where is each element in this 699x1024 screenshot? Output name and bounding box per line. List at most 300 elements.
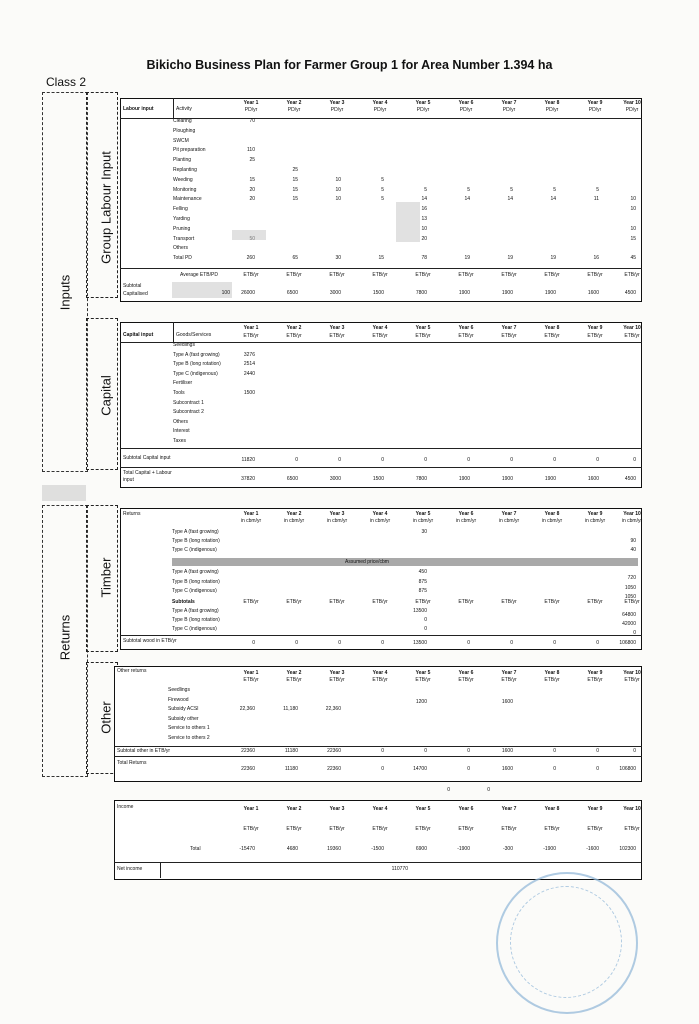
other-subtotal-y3: 22360 <box>327 748 341 754</box>
other-total-y10: 106800 <box>619 766 636 772</box>
labour-row-9-y1: 20 <box>249 196 255 203</box>
labour-subtotal-y1: 26000 <box>241 290 255 296</box>
other-year-9: Year 9 <box>587 670 603 676</box>
income-total-y3: 19360 <box>327 846 341 852</box>
labour-row-9-y5: 14 <box>421 196 427 203</box>
labour-row-8-y9: 5 <box>596 186 599 193</box>
labour-unit-3: PD/yr <box>330 107 344 113</box>
labour-row-15-y4: 15 <box>378 255 384 262</box>
other-unit-9: ETB/yr <box>587 677 603 683</box>
labour-unit-10: PD/yr <box>625 107 639 113</box>
capital-item-6-value: 1500 <box>243 390 255 396</box>
income-unit-1: ETB/yr <box>243 826 259 832</box>
capital-item-2-value: 3276 <box>243 351 255 358</box>
other-unit-3: ETB/yr <box>329 677 345 683</box>
timber-label: Timber <box>98 557 114 598</box>
other-year-6: Year 6 <box>458 670 474 676</box>
other-item-2: Firewood <box>168 696 189 703</box>
labour-row-15-y2: 65 <box>292 255 298 262</box>
labour-activity-5: Planting <box>173 157 192 164</box>
price-type-2-y5: 875 <box>418 578 427 585</box>
labour-subtotal-y10: 4500 <box>624 290 636 296</box>
timber-etb-unit-2: ETB/yr <box>286 599 302 605</box>
timber-unit-10: in cbm/yr <box>621 518 643 524</box>
avg-etb-value: 100 <box>221 290 230 296</box>
labour-row-15-y8: 19 <box>550 255 556 262</box>
other-total-y1: 22360 <box>241 766 255 772</box>
page-title: Bikicho Business Plan for Farmer Group 1 for Area Number 1.394 ha <box>146 58 553 72</box>
other-unit-7: ETB/yr <box>501 677 517 683</box>
income-year-8: Year 8 <box>544 806 560 812</box>
wood-subtotal-y1: 0 <box>252 640 255 646</box>
timber-year-4: Year 4 <box>372 511 388 517</box>
other-year-2: Year 2 <box>286 670 302 676</box>
labour-subtotal-y8: 1900 <box>544 290 556 296</box>
capital-year-1: Year 1 <box>243 325 259 331</box>
capital-label: Capital <box>98 375 114 416</box>
wood-subtotal-y6: 0 <box>467 640 470 646</box>
income-total-y9: -1600 <box>586 846 599 852</box>
income-year-10: Year 10 <box>623 806 641 812</box>
income-year-7: Year 7 <box>501 806 517 812</box>
labour-row-9-y2: 15 <box>292 196 298 203</box>
capital-year-10: Year 10 <box>623 325 641 331</box>
labour-year-4: Year 4 <box>372 100 388 106</box>
other-unit-6: ETB/yr <box>458 677 474 683</box>
capital-item-11: Taxes <box>173 438 187 444</box>
timber-etb-unit-10: ETB/yr <box>624 599 640 605</box>
labour-row-13-y10: 15 <box>630 235 636 242</box>
other-item-4: Subsidy other <box>168 715 199 722</box>
labour-unit-1: PD/yr <box>244 107 258 113</box>
other-year-3: Year 3 <box>329 670 345 676</box>
income-unit-5: ETB/yr <box>415 826 431 832</box>
timber-year-10: Year 10 <box>623 511 641 517</box>
capital-total-y8: 1900 <box>544 476 556 482</box>
subtotal-type-3-y10: 0 <box>633 630 636 636</box>
timber-year-6: Year 6 <box>458 511 474 517</box>
capital-subtotal-y10: 0 <box>633 457 636 463</box>
labour-row-8-y3: 10 <box>335 186 341 193</box>
other-unit-5: ETB/yr <box>415 677 431 683</box>
wood-subtotal-y10: 106800 <box>619 640 636 646</box>
income-year-3: Year 3 <box>329 806 345 812</box>
capital-item-4-value: 2440 <box>243 370 255 377</box>
timber-unit-1: in cbm/yr <box>240 518 262 524</box>
other-total-y5: 14700 <box>413 766 427 772</box>
other-item-6: Service to others 2 <box>168 734 210 741</box>
timber-etb-unit-7: ETB/yr <box>501 599 517 605</box>
timber-etb-unit-9: ETB/yr <box>587 599 603 605</box>
labour-row-9-y8: 14 <box>550 196 556 203</box>
labour-etb-unit-8: ETB/yr <box>544 272 560 278</box>
labour-year-2: Year 2 <box>286 100 302 106</box>
timber-etb-unit-8: ETB/yr <box>544 599 560 605</box>
capital-subtotal-y3: 0 <box>338 457 341 463</box>
capital-unit-1: ETB/yr <box>243 333 259 339</box>
labour-year-8: Year 8 <box>544 100 560 106</box>
labour-activity-10: Felling <box>173 206 188 213</box>
labour-row-6-y2: 25 <box>292 167 298 173</box>
capital-year-2: Year 2 <box>286 325 302 331</box>
income-unit-4: ETB/yr <box>372 826 388 832</box>
labour-row-15-y1: 260 <box>246 255 255 262</box>
labour-etb-unit-3: ETB/yr <box>329 272 345 278</box>
timber-year-1: Year 1 <box>243 511 259 517</box>
net-income-label: Net income <box>117 866 143 872</box>
capital-total-y4: 1500 <box>372 476 384 482</box>
labour-activity-13: Transport <box>173 235 195 242</box>
income-total-y8: -1900 <box>543 846 556 852</box>
labour-activity-8: Monitoring <box>173 186 197 193</box>
other-total-y4: 0 <box>381 766 384 772</box>
labour-row-15-y3: 30 <box>335 255 341 262</box>
assumed-price-label: Assumed price/cbm <box>345 559 389 565</box>
capital-year-9: Year 9 <box>587 325 603 331</box>
labour-activity-9: Maintenance <box>173 196 202 203</box>
income-total-y10: 102300 <box>619 846 636 852</box>
labour-row-8-y4: 5 <box>381 186 384 193</box>
other-subtotal-y2: 11180 <box>284 748 298 754</box>
timber-etb-unit-6: ETB/yr <box>458 599 474 605</box>
capital-year-5: Year 5 <box>415 325 431 331</box>
income-year-1: Year 1 <box>243 806 259 812</box>
timber-type-2-y10: 90 <box>630 538 636 544</box>
other-item-2-y5: 1200 <box>415 698 427 705</box>
capital-item-4: Type C (indigenous) <box>173 370 218 377</box>
price-type-3: Type C (indigenous) <box>172 588 217 594</box>
subtotal-type-2-y5: 0 <box>424 617 427 623</box>
labour-unit-9: PD/yr <box>588 107 602 113</box>
labour-activity-1: Clearing <box>173 118 192 124</box>
income-total-y1: -15470 <box>239 846 255 852</box>
labour-unit-7: PD/yr <box>502 107 516 113</box>
other-head: Other returns <box>117 668 147 674</box>
group-labour-label: Group Labour Input <box>98 151 114 264</box>
labour-row-5-y1: 25 <box>249 157 255 164</box>
labour-activity-3: SWCM <box>173 137 189 144</box>
class-label: Class 2 <box>46 75 87 89</box>
other-subtotal-y7: 1600 <box>501 748 513 754</box>
timber-head: Returns <box>123 511 141 517</box>
other-subtotal-y5: 0 <box>424 748 427 754</box>
labour-etb-unit-9: ETB/yr <box>587 272 603 278</box>
income-year-6: Year 6 <box>458 806 474 812</box>
other-year-7: Year 7 <box>501 670 517 676</box>
capital-total-label: Total Capital + Labour input <box>123 470 172 483</box>
timber-year-7: Year 7 <box>501 511 517 517</box>
capital-unit-3: ETB/yr <box>329 333 345 339</box>
wood-subtotal-y8: 0 <box>553 640 556 646</box>
timber-year-8: Year 8 <box>544 511 560 517</box>
price-type-3-y10: 1050 <box>624 594 636 600</box>
capital-item-10: Interest <box>173 428 190 435</box>
timber-year-3: Year 3 <box>329 511 345 517</box>
other-year-1: Year 1 <box>243 670 259 676</box>
other-subtotal-y8: 0 <box>553 748 556 754</box>
income-total-y2: 4680 <box>286 846 298 852</box>
labour-row-15-y10: 45 <box>630 255 636 262</box>
labour-row-9-y9: 11 <box>593 196 599 203</box>
other-unit-2: ETB/yr <box>286 677 302 683</box>
labour-row-9-y4: 5 <box>381 196 384 203</box>
labour-etb-unit-10: ETB/yr <box>624 272 640 278</box>
labour-activity-4: Pit preparation <box>173 147 206 154</box>
capital-item-3: Type B (long rotation) <box>173 361 221 368</box>
price-type-1-y5: 450 <box>418 569 427 575</box>
capital-subtotal-y2: 0 <box>295 457 298 463</box>
other-total-y7: 1600 <box>501 766 513 772</box>
price-type-1-y10: 720 <box>627 575 636 581</box>
other-year-10: Year 10 <box>623 670 641 676</box>
labour-etb-unit-6: ETB/yr <box>458 272 474 278</box>
goods-head: Goods/Services <box>176 332 212 338</box>
labour-row-11-y5: 13 <box>421 216 427 222</box>
official-stamp <box>496 872 638 1014</box>
other-total-y2: 11180 <box>284 766 298 772</box>
labour-row-7-y1: 15 <box>249 176 255 183</box>
price-type-2: Type B (long rotation) <box>172 578 220 585</box>
timber-unit-4: in cbm/yr <box>369 518 391 524</box>
labour-year-5: Year 5 <box>415 100 431 106</box>
capital-subtotal-y8: 0 <box>553 457 556 463</box>
labour-row-1-y1: 70 <box>249 118 255 124</box>
labour-row-15-y9: 16 <box>593 255 599 262</box>
net-income-value: 110770 <box>391 866 408 872</box>
timber-unit-3: in cbm/yr <box>326 518 348 524</box>
other-item-2-y7: 1600 <box>501 698 513 705</box>
capital-unit-9: ETB/yr <box>587 333 603 339</box>
income-year-9: Year 9 <box>587 806 603 812</box>
other-total-y3: 22360 <box>327 766 341 772</box>
income-head: Income <box>117 804 134 810</box>
other-table <box>114 666 642 782</box>
capital-total-y10: 4500 <box>624 476 636 482</box>
other-total-y6: 0 <box>467 766 470 772</box>
capital-total-y7: 1900 <box>501 476 513 482</box>
other-subtotal-y9: 0 <box>596 748 599 754</box>
capital-head: Capital input <box>123 332 154 338</box>
labour-activity-14: Others <box>173 245 189 252</box>
labour-etb-unit-2: ETB/yr <box>286 272 302 278</box>
subtotal-type-2-y10: 42000 <box>622 621 636 627</box>
labour-subtotal-label: Subtotal <box>123 283 142 289</box>
income-year-5: Year 5 <box>415 806 431 812</box>
income-unit-9: ETB/yr <box>587 826 603 832</box>
capital-total-y2: 6500 <box>286 476 298 482</box>
labour-row-9-y7: 14 <box>507 196 513 203</box>
labour-activity-11: Yarding <box>173 216 190 222</box>
labour-subtotal-y7: 1900 <box>501 290 513 296</box>
below-value-1: 0 <box>447 787 450 793</box>
timber-type-3-y10: 40 <box>630 547 636 553</box>
labour-row-9-y6: 14 <box>464 196 470 203</box>
wood-subtotal-y3: 0 <box>338 640 341 646</box>
timber-unit-7: in cbm/yr <box>498 518 520 524</box>
subtotal-wood-label: Subtotal wood in ETB/yr <box>123 638 177 644</box>
other-year-4: Year 4 <box>372 670 388 676</box>
wood-subtotal-y9: 0 <box>596 640 599 646</box>
labour-subtotal-y5: 7800 <box>415 290 427 296</box>
income-unit-3: ETB/yr <box>329 826 345 832</box>
labour-activity-2: Ploughing <box>173 127 196 134</box>
labour-year-6: Year 6 <box>458 100 474 106</box>
subtotal-type-2: Type B (long rotation) <box>172 617 220 623</box>
other-subtotal-label: Subtotal other in ETB/yr <box>117 748 171 754</box>
labour-row-8-y2: 15 <box>292 186 298 193</box>
timber-etb-unit-5: ETB/yr <box>415 599 431 605</box>
inputs-label: Inputs <box>57 274 73 311</box>
capital-unit-4: ETB/yr <box>372 333 388 339</box>
income-unit-10: ETB/yr <box>624 826 640 832</box>
labour-head: Labour input <box>123 106 154 112</box>
other-year-8: Year 8 <box>544 670 560 676</box>
below-value-2: 0 <box>487 787 490 793</box>
other-total-y8: 0 <box>553 766 556 772</box>
labour-etb-unit-1: ETB/yr <box>243 272 259 278</box>
income-total-y7: -300 <box>502 846 513 852</box>
labour-unit-5: PD/yr <box>416 107 430 113</box>
capital-year-7: Year 7 <box>501 325 517 331</box>
capital-total-y3: 3000 <box>329 476 341 482</box>
subtotal-type-1-y10: 64800 <box>622 612 636 618</box>
labour-row-10-y10: 10 <box>630 206 636 213</box>
other-item-5: Service to others 1 <box>168 725 210 731</box>
other-item-1: Seedlings <box>168 687 190 693</box>
subtotal-type-1-y5: 13500 <box>413 608 427 614</box>
timber-type-1: Type A (fast growing) <box>172 529 219 535</box>
subtotal-type-1: Type A (fast growing) <box>172 608 219 614</box>
labour-row-9-y3: 10 <box>335 196 341 203</box>
activity-head: Activity <box>176 106 192 112</box>
other-unit-8: ETB/yr <box>544 677 560 683</box>
other-item-3-y1: 22,360 <box>239 706 255 712</box>
labour-row-12-y5: 10 <box>421 225 427 232</box>
labour-row-9-y10: 10 <box>630 196 636 203</box>
income-unit-2: ETB/yr <box>286 826 302 832</box>
capital-subtotal-y5: 0 <box>424 457 427 463</box>
timber-unit-2: in cbm/yr <box>283 518 305 524</box>
labour-row-12-y10: 10 <box>630 225 636 232</box>
capital-unit-8: ETB/yr <box>544 333 560 339</box>
capital-total-y9: 1600 <box>587 476 599 482</box>
avg-etb-label: Average ETB/PD <box>180 272 218 278</box>
labour-activity-15: Total PD <box>173 255 192 262</box>
capital-item-6: Tools <box>173 390 185 396</box>
labour-subtotal-y3: 3000 <box>329 290 341 296</box>
capital-item-7: Subcontract 1 <box>173 399 204 406</box>
labour-unit-2: PD/yr <box>287 107 301 113</box>
timber-unit-9: in cbm/yr <box>584 518 606 524</box>
wood-subtotal-y5: 13500 <box>413 640 427 646</box>
capital-year-4: Year 4 <box>372 325 388 331</box>
labour-year-10: Year 10 <box>623 100 641 106</box>
capital-year-3: Year 3 <box>329 325 345 331</box>
labour-row-7-y4: 5 <box>381 176 384 183</box>
capital-item-1: Seedlings <box>173 342 195 348</box>
labour-row-15-y7: 19 <box>507 255 513 262</box>
capital-item-8: Subcontract 2 <box>173 409 204 416</box>
capital-unit-7: ETB/yr <box>501 333 517 339</box>
capital-unit-5: ETB/yr <box>415 333 431 339</box>
labour-row-7-y3: 10 <box>335 176 341 183</box>
other-subtotal-y10: 0 <box>633 748 636 754</box>
capital-subtotal-label: Subtotal Capital input <box>123 455 171 461</box>
other-year-5: Year 5 <box>415 670 431 676</box>
labour-subtotal-y6: 1900 <box>458 290 470 296</box>
other-label: Other <box>98 701 114 734</box>
income-year-4: Year 4 <box>372 806 388 812</box>
capital-item-2: Type A (fast growing) <box>173 351 220 358</box>
labour-row-8-y8: 5 <box>553 186 556 193</box>
price-type-1: Type A (fast growing) <box>172 569 219 575</box>
labour-row-10-y5: 16 <box>421 206 427 213</box>
price-type-3-y5: 875 <box>418 588 427 594</box>
labour-row-7-y2: 15 <box>292 176 298 183</box>
labour-year-3: Year 3 <box>329 100 345 106</box>
other-unit-10: ETB/yr <box>624 677 640 683</box>
income-total-y4: -1500 <box>371 846 384 852</box>
wood-subtotal-y7: 0 <box>510 640 513 646</box>
labour-subtotal-y4: 1500 <box>372 290 384 296</box>
labour-unit-8: PD/yr <box>545 107 559 113</box>
timber-etb-unit-1: ETB/yr <box>243 599 259 605</box>
labour-row-8-y6: 5 <box>467 186 470 193</box>
labour-row-15-y5: 78 <box>421 255 427 262</box>
subtotal-type-3: Type C (indigenous) <box>172 626 217 632</box>
timber-type-2: Type B (long rotation) <box>172 538 220 544</box>
subtotal-type-3-y5: 0 <box>424 626 427 632</box>
labour-row-8-y5: 5 <box>424 186 427 193</box>
labour-row-4-y1: 110 <box>247 147 255 154</box>
other-total-label: Total Returns <box>117 760 147 766</box>
labour-activity-7: Weeding <box>173 176 193 183</box>
capital-total-y5: 7800 <box>415 476 427 482</box>
labour-row-8-y1: 20 <box>249 186 255 193</box>
capital-total-y1: 37820 <box>241 476 255 482</box>
assumed-price-band <box>172 558 638 566</box>
labour-capitalised-label: Capitalised <box>123 291 148 297</box>
timber-unit-6: in cbm/yr <box>455 518 477 524</box>
capital-subtotal-y7: 0 <box>510 457 513 463</box>
labour-activity-6: Replanting <box>173 167 197 173</box>
capital-total-y6: 1900 <box>458 476 470 482</box>
income-total-y6: -1900 <box>457 846 470 852</box>
other-total-y9: 0 <box>596 766 599 772</box>
capital-unit-6: ETB/yr <box>458 333 474 339</box>
labour-etb-unit-5: ETB/yr <box>415 272 431 278</box>
other-subtotal-y6: 0 <box>467 748 470 754</box>
other-unit-4: ETB/yr <box>372 677 388 683</box>
labour-year-9: Year 9 <box>587 100 603 106</box>
labour-row-15-y6: 19 <box>464 255 470 262</box>
returns-label: Returns <box>57 614 73 661</box>
capital-unit-10: ETB/yr <box>624 333 640 339</box>
income-year-2: Year 2 <box>286 806 302 812</box>
labour-row-13-y5: 20 <box>421 235 427 242</box>
other-item-3: Subsidy ACSI <box>168 706 199 712</box>
other-item-3-y2: 11,180 <box>283 706 298 712</box>
wood-subtotal-y2: 0 <box>295 640 298 646</box>
labour-year-7: Year 7 <box>501 100 517 106</box>
labour-row-8-y7: 5 <box>510 186 513 193</box>
other-subtotal-y1: 22360 <box>241 748 255 754</box>
other-unit-1: ETB/yr <box>243 677 259 683</box>
labour-subtotal-y9: 1600 <box>587 290 599 296</box>
timber-unit-5: in cbm/yr <box>412 518 434 524</box>
labour-etb-unit-7: ETB/yr <box>501 272 517 278</box>
labour-subtotal-y2: 6500 <box>286 290 298 296</box>
